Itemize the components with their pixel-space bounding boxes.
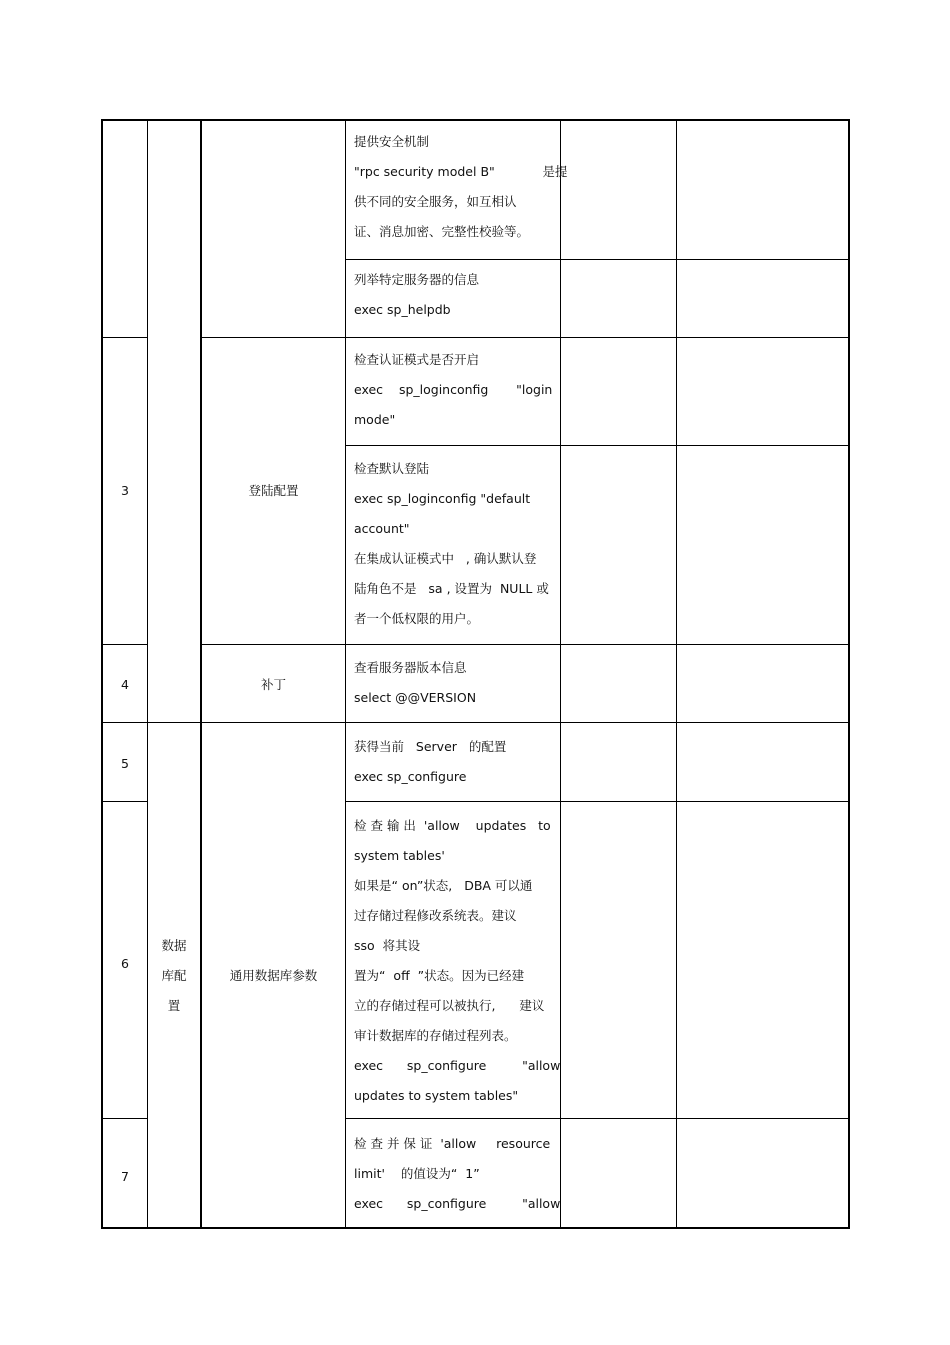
row-divider <box>345 1118 849 1119</box>
check-text: 立的存储过程可以被执行, 建议 <box>354 998 545 1013</box>
check-command: select @@VERSION <box>354 690 477 705</box>
row-divider <box>345 801 849 802</box>
check-command: exec sp_configure "allow <box>354 1196 561 1211</box>
row-divider <box>345 259 849 260</box>
col-divider <box>345 119 346 1229</box>
check-text: 证、消息加密、完整性校验等。 <box>354 224 530 239</box>
table-border-bottom <box>101 1227 850 1229</box>
check-text: 检 查 输 出 'allow updates to <box>354 818 551 833</box>
check-text: 获得当前 Server 的配置 <box>354 739 507 754</box>
row-divider <box>200 337 849 338</box>
row-divider <box>101 337 148 338</box>
item-label: 登陆配置 <box>248 483 299 498</box>
check-text: 陆角色不是 sa , 设置为 NULL 或 <box>354 581 549 596</box>
check-text: 检 查 并 保 证 'allow resource <box>354 1136 551 1151</box>
check-text: 如果是“ on”状态, DBA 可以通 <box>354 878 533 893</box>
check-text: 过存储过程修改系统表。建议 <box>354 908 517 923</box>
row-number: 6 <box>121 956 129 971</box>
table-border-top <box>101 119 850 121</box>
col-divider <box>200 119 202 1229</box>
check-command: exec sp_configure <box>354 769 467 784</box>
check-command: exec sp_helpdb <box>354 302 451 317</box>
check-text: 提供安全机制 <box>354 134 430 149</box>
category-label: 库配 <box>161 968 187 983</box>
check-text: 查看服务器版本信息 <box>354 660 467 675</box>
item-label: 补丁 <box>260 677 286 692</box>
row-number: 3 <box>121 483 129 498</box>
check-command: mode" <box>354 412 396 427</box>
check-text: 者一个低权限的用户。 <box>354 611 480 626</box>
check-text: 检查默认登陆 <box>354 461 430 476</box>
row-number: 7 <box>121 1169 129 1184</box>
check-text: 供不同的安全服务，如互相认 <box>354 194 517 209</box>
col-divider <box>676 119 677 1229</box>
check-text: 检查认证模式是否开启 <box>354 352 480 367</box>
check-text: 审计数据库的存储过程列表。 <box>354 1028 517 1043</box>
check-text: "rpc security model B" 是提 <box>354 164 568 179</box>
row-number: 4 <box>121 677 129 692</box>
row-divider <box>101 644 148 645</box>
check-text: 列举特定服务器的信息 <box>354 272 480 287</box>
item-label: 通用数据库参数 <box>229 968 318 983</box>
check-command: exec sp_configure "allow <box>354 1058 561 1073</box>
col-divider <box>147 119 148 1229</box>
table-border-left <box>101 119 103 1229</box>
check-text: system tables' <box>354 848 445 863</box>
check-text: sso 将其设 <box>354 938 421 953</box>
row-number: 5 <box>121 756 129 771</box>
check-text: 在集成认证模式中 , 确认默认登 <box>354 551 537 566</box>
row-divider <box>101 801 148 802</box>
row-divider <box>101 1118 148 1119</box>
table-border-right <box>848 119 850 1229</box>
row-divider <box>101 722 850 723</box>
check-command: updates to system tables" <box>354 1088 519 1103</box>
row-divider <box>200 644 849 645</box>
row-divider <box>345 445 849 446</box>
check-text: 置为“ off ”状态。因为已经建 <box>354 968 525 983</box>
category-label: 置 <box>167 998 181 1013</box>
category-label: 数据 <box>161 938 187 953</box>
check-command: exec sp_loginconfig "login <box>354 382 553 397</box>
check-text: limit' 的值设为“ 1” <box>354 1166 480 1181</box>
check-command: exec sp_loginconfig "default <box>354 491 531 506</box>
check-command: account" <box>354 521 410 536</box>
